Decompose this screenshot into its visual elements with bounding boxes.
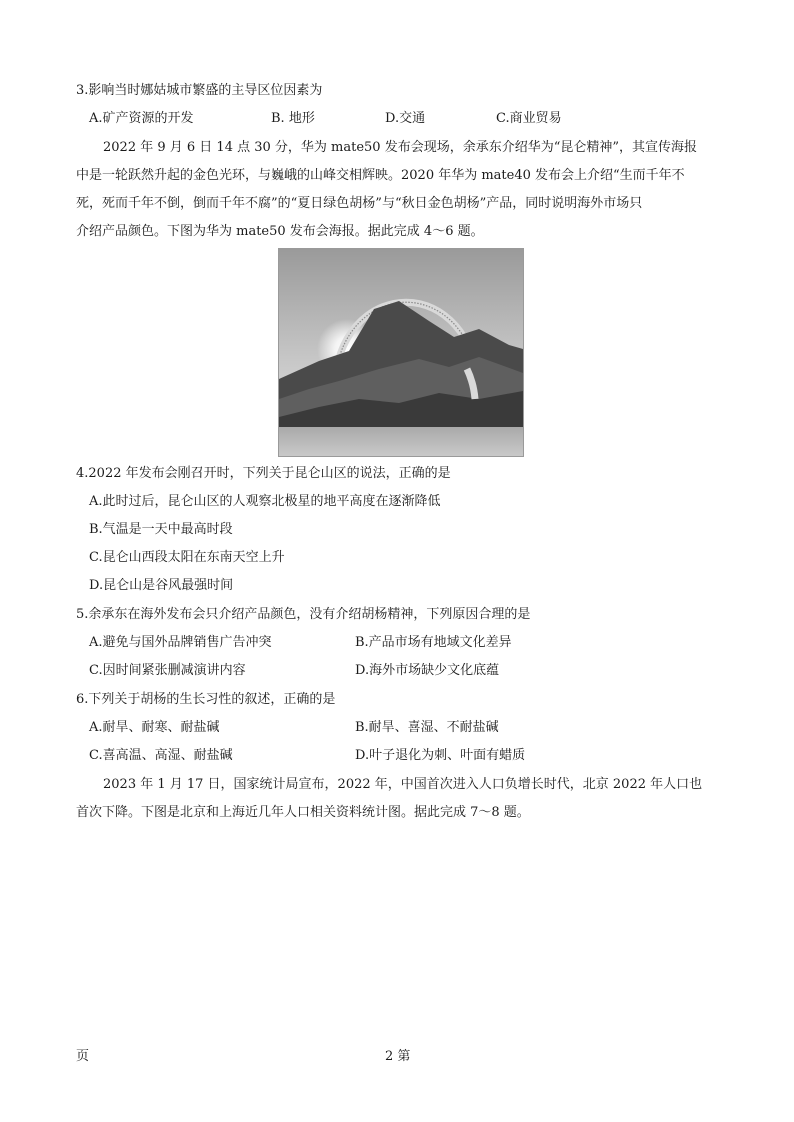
q6-option-c: C.喜高温、高湿、耐盐碱	[89, 748, 233, 763]
q6-stem: 6.下列关于胡杨的生长习性的叙述，正确的是	[76, 692, 336, 707]
q3-option-c: C.商业贸易	[496, 111, 562, 126]
q6-options-row2	[0, 747, 794, 765]
q6-option-b: B.耐旱、喜湿、不耐盐碱	[355, 720, 499, 735]
q3-options	[0, 110, 794, 128]
footer-page-number: 2 第	[385, 1049, 411, 1064]
q5-options-row1	[0, 634, 794, 652]
q5-options-row2	[0, 662, 794, 680]
q4-option-b: B.气温是一天中最高时段	[89, 522, 233, 537]
intro1-line2: 中是一轮跃然升起的金色光环，与巍峨的山峰交相辉映。2020 年华为 mate40 发布会上介绍“生而千年不	[76, 168, 685, 183]
q3-option-b: B. 地形	[271, 111, 315, 126]
q5-option-c: C.因时间紧张删减演讲内容	[89, 663, 246, 678]
q6-option-a: A.耐旱、耐寒、耐盐碱	[89, 720, 220, 735]
q4-option-a: A.此时过后，昆仑山区的人观察北极星的地平高度在逐渐降低	[89, 494, 441, 509]
q6-option-d: D.叶子退化为刺、叶面有蜡质	[355, 748, 526, 763]
q6-options-row1	[0, 719, 794, 737]
intro2-line2: 首次下降。下图是北京和上海近几年人口相关资料统计图。据此完成 7～8 题。	[76, 805, 530, 820]
intro1-line4: 介绍产品颜色。下图为华为 mate50 发布会海报。据此完成 4～6 题。	[76, 224, 484, 239]
footer-left: 页	[76, 1049, 90, 1064]
intro1-line1: 2022 年 9 月 6 日 14 点 30 分，华为 mate50 发布会现场，余承东介绍华为“昆仑精神”，其宣传海报	[103, 140, 697, 155]
intro1-line3: 死，死而千年不倒，倒而千年不腐”的“夏日绿色胡杨”与“秋日金色胡杨”产品，同时说明海外市场只	[76, 196, 643, 211]
q3-stem: 3.影响当时娜姑城市繁盛的主导区位因素为	[76, 83, 323, 98]
q4-option-d: D.昆仑山是谷风最强时间	[89, 578, 234, 593]
q3-option-d: D.交通	[385, 111, 426, 126]
mountain-ring-illustration	[279, 249, 523, 456]
q4-stem: 4.2022 年发布会刚召开时，下列关于昆仑山区的说法，正确的是	[76, 466, 451, 481]
mate50-poster-image	[278, 248, 524, 457]
q5-option-b: B.产品市场有地域文化差异	[355, 635, 512, 650]
q5-option-a: A.避免与国外品牌销售广告冲突	[89, 635, 272, 650]
q3-option-a: A.矿产资源的开发	[89, 111, 194, 126]
intro2-line1: 2023 年 1 月 17 日，国家统计局宣布，2022 年，中国首次进入人口负增长时代，北京 2022 年人口也	[103, 777, 703, 792]
q5-option-d: D.海外市场缺少文化底蕴	[355, 663, 500, 678]
q5-stem: 5.余承东在海外发布会只介绍产品颜色，没有介绍胡杨精神，下列原因合理的是	[76, 607, 531, 622]
q4-option-c: C.昆仑山西段太阳在东南天空上升	[89, 550, 285, 565]
